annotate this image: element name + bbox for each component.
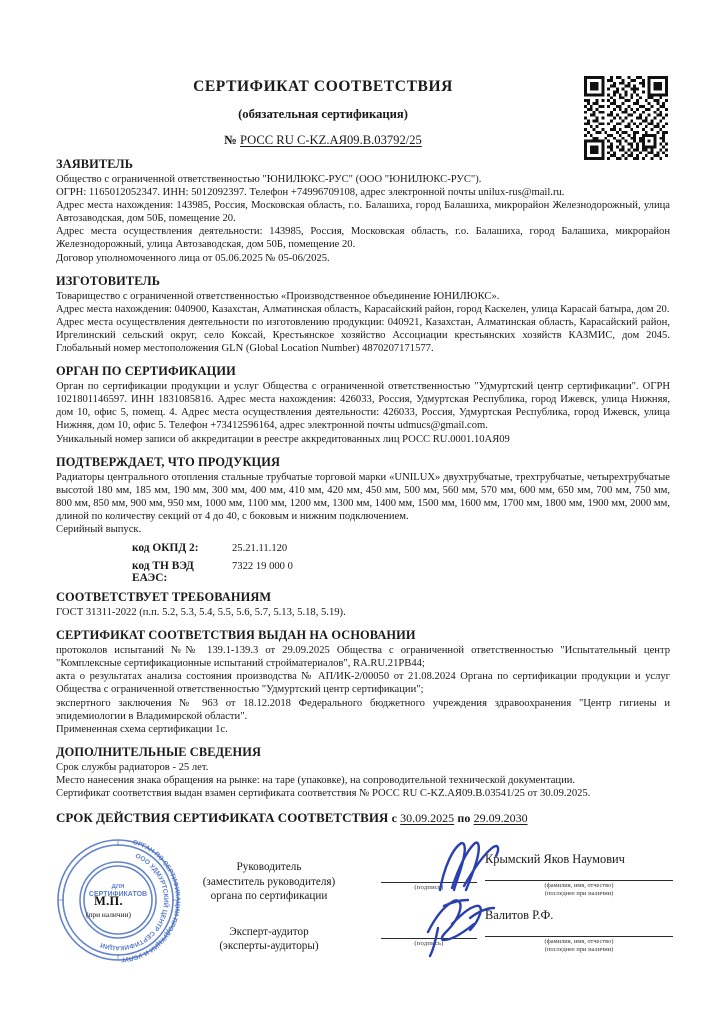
- validity-to-label: по: [457, 811, 471, 826]
- name-caption-head: [485, 882, 673, 897]
- document-subtitle: (обязательная сертификация): [238, 107, 408, 121]
- applicant-line-2: ОГРН: 1165012052347. ИНН: 5012092397. Телефон +74996709108, адрес электронной почты unilux-rus@mail.ru.: [56, 187, 565, 199]
- certificate-number: РОСС RU C-KZ.АЯ09.В.03792/25: [239, 133, 422, 147]
- certification-body-heading: ОРГАН ПО СЕРТИФИКАЦИИ: [56, 364, 236, 379]
- applicant-address-activity: Адрес места осуществления деятельности: 143985, Россия, Московская область, г.о. Балашиха, город Балашиха, микрорайон Железнодорожный, улица Автозаводская, дом 50Б, помещение 20.: [56, 226, 670, 251]
- svg-text:СЕРТИФИКАТОВ: СЕРТИФИКАТОВ: [88, 891, 148, 899]
- role-head-line-3: органа по сертификации: [210, 890, 328, 903]
- basis-production-act: акта о результатах анализа состояния производства № АП/ИК-2/00050 от 21.08.2024 Органа по сертификации продукции и услуг Общества с ограниченной ответственностью "Удмуртский центр сертификации";: [56, 671, 670, 696]
- additional-marking-place: Место нанесения знака обращения на рынке: на таре (упаковке), на сопроводительной технической документации.: [56, 774, 576, 786]
- applicant-address-registered: Адрес места нахождения: 143985, Россия, Московская область, г.о. Балашиха, город Балашиха, микрорайон Железнодорожный, улица Автозаводская, дом 50Б, помещение 20.: [56, 200, 670, 225]
- manufacturer-address-production: Адрес места осуществления деятельности по изготовлению продукции: 040921, Казахстан, Алматинская область, Карасайский район, Иргелинский сельский округ, село Коксай, Крестьянское хозяйство Ассоциации крестьянских хозяйств КАЗМИС, дом 2045. Глобальный номер местоположения GLN (Global Location Number) 4870207171577.: [56, 316, 670, 355]
- basis-heading: СЕРТИФИКАТ СООТВЕТСТВИЯ ВЫДАН НА ОСНОВАНИИ: [56, 628, 416, 643]
- okpd-value: 25.21.11.120: [232, 543, 288, 555]
- applicant-heading: ЗАЯВИТЕЛЬ: [56, 157, 134, 171]
- document-header: [56, 0, 670, 148]
- signature-slot-head: [381, 852, 477, 891]
- expert-name: Валитов Р.Ф.: [485, 908, 673, 937]
- svg-text:ООО УДМУРТСКИЙ ЦЕНТР СЕРТИФИКА: ООО УДМУРТСКИЙ ЦЕНТР СЕРТИФИКАЦИИ: [99, 852, 169, 952]
- basis-protocols: протоколов испытаний №№ 139.1-139.3 от 29.09.2025 Общества с ограниченной ответственностью "Испытательный центр "Комплексные сертификационные испытаний стройматериалов", RA.RU.21РВ44;: [56, 645, 670, 670]
- product-section: [56, 455, 670, 584]
- manufacturer-name: Товарищество с ограниченной ответственностью «Производственное объединение ЮНИЛЮКС».: [56, 290, 500, 302]
- validity-from-label: с: [391, 811, 397, 826]
- code-row-tnved: [56, 560, 670, 584]
- name-caption-head-line-2: (последнее при наличии): [544, 889, 614, 897]
- signature-block: [56, 839, 670, 964]
- name-caption-head-line-1: (фамилия, имя, отчество): [544, 882, 614, 890]
- document-number-line: [56, 133, 670, 148]
- tnved-value: 7322 19 000 0: [232, 561, 293, 573]
- signature-row-head: [381, 852, 673, 908]
- tnved-label: код ТН ВЭД ЕАЭС:: [132, 560, 194, 585]
- signatory-roles: [174, 860, 364, 954]
- number-sign: №: [224, 133, 237, 147]
- svg-text:ОРГАН ПО СЕРТИФИКАЦИИ ПРОДУКЦИ: ОРГАН ПО СЕРТИФИКАЦИИ ПРОДУКЦИИ И УСЛУГ: [120, 839, 181, 964]
- requirements-text: ГОСТ 31311-2022 (п.п. 5.2, 5.3, 5.4, 5.5, 5.6, 5.7, 5.13, 5.18, 5.19).: [56, 607, 346, 619]
- validity-from-date: 30.09.2025: [400, 811, 455, 826]
- basis-scheme: Примененная схема сертификации 1с.: [56, 723, 228, 735]
- name-caption-expert-line-1: (фамилия, имя, отчество): [544, 938, 614, 946]
- stamp-label: [86, 894, 131, 919]
- manufacturer-address-registered: Адрес места нахождения: 040900, Казахстан, Алматинская область, Карасайский район, город Каскелен, улица Карасай батыра, дом 20.: [56, 303, 670, 315]
- mp-label: М.П.: [94, 894, 123, 909]
- validity-heading: СРОК ДЕЙСТВИЯ СЕРТИФИКАТА СООТВЕТСТВИЯ: [56, 810, 389, 826]
- basis-expert-conclusion: экспертного заключения № 963 от 18.12.2018 Федерального бюджетного учреждения здравоохранения "Центр гигиены и эпидемиологии в Владимирской области".: [56, 697, 670, 722]
- signature-caption-head: (подпись): [414, 884, 444, 892]
- role-head-line-1: Руководитель: [236, 861, 302, 874]
- signature-lines: [381, 852, 673, 964]
- additional-info-section: [56, 745, 670, 800]
- requirements-heading: СООТВЕТСТВУЕТ ТРЕБОВАНИЯМ: [56, 590, 272, 605]
- signature-rule-expert: [381, 908, 477, 939]
- qr-code-icon: [584, 76, 668, 160]
- page-title: СЕРТИФИКАТ СООТВЕТСТВИЯ: [193, 78, 453, 95]
- signature-row-expert: [381, 908, 673, 964]
- additional-service-life: Срок службы радиаторов - 25 лет.: [56, 761, 209, 773]
- additional-info-heading: ДОПОЛНИТЕЛЬНЫЕ СВЕДЕНИЯ: [56, 744, 262, 759]
- certification-body-accreditation: Уникальный номер записи об аккредитации в реестре аккредитованных лиц РОСС RU.0001.10АЯ09: [56, 433, 510, 445]
- basis-section: [56, 628, 670, 736]
- svg-text:ДЛЯ: ДЛЯ: [111, 884, 125, 891]
- additional-replaces: Сертификат соответствия выдан взамен сертификата соответствия № РОСС RU C-KZ.АЯ09.В.03541/25 от 30.09.2025.: [56, 788, 591, 799]
- signature-rule-head: [381, 852, 477, 883]
- name-slot-head: [485, 852, 673, 897]
- signature-caption-expert: (подпись): [414, 940, 444, 948]
- certificate-page: [56, 0, 670, 1024]
- applicant-section: [56, 157, 670, 265]
- product-heading: ПОДТВЕРЖДАЕТ, ЧТО ПРОДУКЦИЯ: [56, 454, 281, 469]
- name-slot-expert: [485, 908, 673, 953]
- product-description: Радиаторы центрального отопления стальные трубчатые торговой марки «UNILUX» двухтрубчатые, трехтрубчатые, четырехтрубчатые высотой 180 мм, 185 мм, 190 мм, 300 мм, 400 мм, 410 мм, 420 мм, 450 мм, 500 мм, 560 мм, 570 мм, 600 мм, 650 мм, 700 мм, 750 мм, 800 мм, 850 мм, 900 мм, 950 мм, 1000 мм, 1100 мм, 1200 мм, 1300 мм, 1400 мм, 1500 мм, 1600 мм, 1700 мм, 1800 мм, 1900 мм, 2000 мм, длиной по количеству секций от 4 до 40, с боковым и нижним подключением.: [56, 471, 670, 522]
- okpd-label: код ОКПД 2:: [132, 542, 199, 555]
- product-serial-note: Серийный выпуск.: [56, 523, 142, 535]
- requirements-section: [56, 590, 670, 619]
- product-codes: [56, 542, 670, 584]
- code-row-okpd: [56, 542, 670, 554]
- certification-body-section: [56, 364, 670, 445]
- head-name: Крымский Яков Наумович: [485, 852, 673, 881]
- role-expert-line-1: Эксперт-аудитор: [229, 925, 309, 938]
- validity-line: [56, 810, 670, 826]
- role-head-line-2: (заместитель руководителя): [202, 875, 336, 888]
- signature-slot-expert: [381, 908, 477, 947]
- mp-sub-label: (при наличии): [86, 910, 131, 920]
- applicant-contract: Договор уполномоченного лица от 05.06.2025 № 05-06/2025.: [56, 252, 330, 264]
- name-caption-expert: [485, 938, 673, 953]
- certification-body-details: Орган по сертификации продукции и услуг Общества с ограниченной ответственностью "Удмуртский центр сертификации". ОГРН 1021801146597. ИНН 1831085816. Адрес места нахождения: 426033, Россия, Удмуртская Республика, город Ижевск, улица Нижняя, дом 10, офис 5, помещ. 4. Адрес места осуществления деятельности: 426033, Россия, Удмуртская Республика, город Ижевск, улица Нижняя, дом 10, офис 5. Телефон +73412596164, адрес электронной почты udmucs@gmail.com.: [56, 381, 670, 432]
- applicant-line-1: Общество с ограниченной ответственностью "ЮНИЛЮКС-РУС" (ООО "ЮНИЛЮКС-РУС").: [56, 174, 482, 185]
- validity-to-date: 29.09.2030: [473, 811, 528, 826]
- name-caption-expert-line-2: (последнее при наличии): [544, 945, 614, 953]
- manufacturer-heading: ИЗГОТОВИТЕЛЬ: [56, 273, 161, 288]
- manufacturer-section: [56, 274, 670, 355]
- role-expert-line-2: (эксперты-аудиторы): [219, 940, 319, 953]
